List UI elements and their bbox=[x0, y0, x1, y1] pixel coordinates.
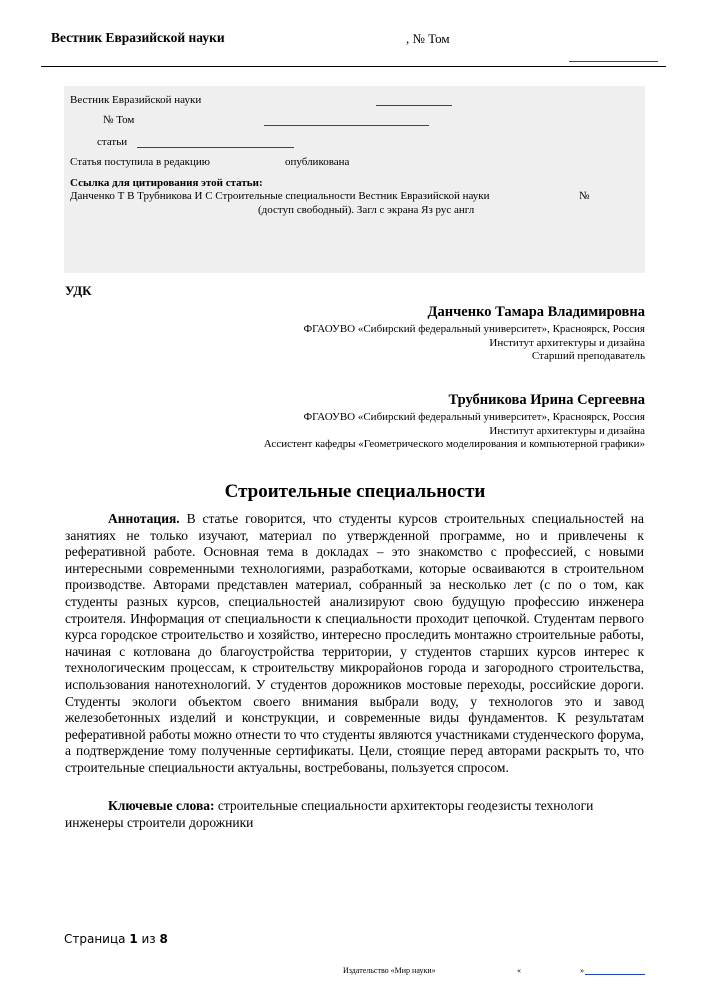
footer-publisher: Издательство «Мир науки» bbox=[343, 966, 436, 975]
author-name: Данченко Тамара Владимировна bbox=[427, 304, 645, 320]
infobox-cite-heading: Ссылка для цитирования этой статьи: bbox=[70, 177, 263, 189]
author-name: Трубникова Ирина Сергеевна bbox=[448, 392, 645, 408]
author-position: Старший преподаватель bbox=[531, 350, 645, 362]
journal-header-title: Вестник Евразийской науки bbox=[51, 30, 225, 45]
author-affiliation: ФГАОУВО «Сибирский федеральный университет», Красноярск, Россия bbox=[303, 411, 645, 423]
header-rule bbox=[41, 66, 666, 67]
author-institute: Институт архитектуры и дизайна bbox=[489, 425, 645, 437]
page-current: 1 bbox=[129, 932, 138, 946]
footer-quote-close: » bbox=[580, 966, 584, 975]
infobox-cite-number: № bbox=[579, 190, 590, 202]
author-institute: Институт архитектуры и дизайна bbox=[489, 337, 645, 349]
infobox-issue: № Том bbox=[103, 114, 135, 126]
author-position: Ассистент кафедры «Геометрического моделирования и компьютерной графики» bbox=[263, 438, 645, 450]
infobox-cite-line1: Данченко Т В Трубникова И С Строительные специальности Вестник Евразийской науки bbox=[70, 190, 490, 202]
infobox-published: опубликована bbox=[285, 156, 350, 168]
footer-quote-open: « bbox=[517, 966, 521, 975]
page-prefix: Страница bbox=[64, 932, 130, 946]
abstract-label: Аннотация. bbox=[108, 511, 180, 526]
keywords-text: строительные специальности архитекторы геодезисты технологи инженеры строители дорожники bbox=[65, 798, 594, 830]
page-middle: из bbox=[137, 932, 160, 946]
infobox-journal-link[interactable] bbox=[376, 105, 452, 106]
infobox-article-link[interactable] bbox=[137, 147, 294, 148]
keywords bbox=[65, 798, 644, 831]
keywords-label: Ключевые слова: bbox=[108, 798, 215, 813]
infobox-cite-line2: (доступ свободный). Загл с экрана Яз рус англ bbox=[258, 204, 475, 216]
infobox-received: Статья поступила в редакцию bbox=[70, 156, 210, 168]
infobox-journal: Вестник Евразийской науки bbox=[70, 94, 202, 106]
footer-link-line[interactable] bbox=[585, 974, 645, 975]
citation-info-box bbox=[64, 86, 645, 273]
infobox-issue-link[interactable] bbox=[264, 125, 429, 126]
header-link-line[interactable] bbox=[569, 61, 658, 62]
article-title: Строительные специальности bbox=[224, 481, 486, 502]
journal-header-issue: , № Том bbox=[406, 31, 450, 46]
author-affiliation: ФГАОУВО «Сибирский федеральный университет», Красноярск, Россия bbox=[303, 323, 645, 335]
page-total: 8 bbox=[159, 932, 168, 946]
abstract-text: В статье говорится, что студенты курсов строительных специальностей на занятиях не только изучают, материал по утвержденной программе, но и привлечены к реферативной работе. Основная тема в докладах – это знакомство с профессией, с новыми интересными современными технологиями, разработками, которые осваиваются в строительном производстве. Авторами представлен материал, собранный за несколько лет (с по о том, как студенты разных курсов, специальностей анализируют свою будущую профессию инженера строителя. Информация от специальности к специальности проходит цепочкой. Студентам первого курса городское строительство и хозяйство, интересно проследить монтажно строительные работы, начиная с котлована до благоустройства территории, у студентов старших курсов интерес к технологическим процессам, к строительству микрорайонов города и загородного строительства, использования нанотехнологий. У студентов дорожников мостовые переходы, российские дороги. Студенты экологи объектом своего внимания выбрали воду, у технологов это и завод железобетонных изделий и конструкции, и современные виды фундаментов. К результатам реферативной работы можно отнести то что студенты являются участниками студенческого форума, а подтверждение тому полученные сертификаты. Цели, стоящие перед авторами раскрыть то, что строительные специальности актуальны, востребованы, пользуется спросом. bbox=[65, 511, 644, 775]
page-number bbox=[64, 932, 168, 946]
abstract bbox=[65, 511, 644, 777]
infobox-article: статьи bbox=[97, 136, 128, 148]
udk-label: УДК bbox=[65, 283, 92, 298]
